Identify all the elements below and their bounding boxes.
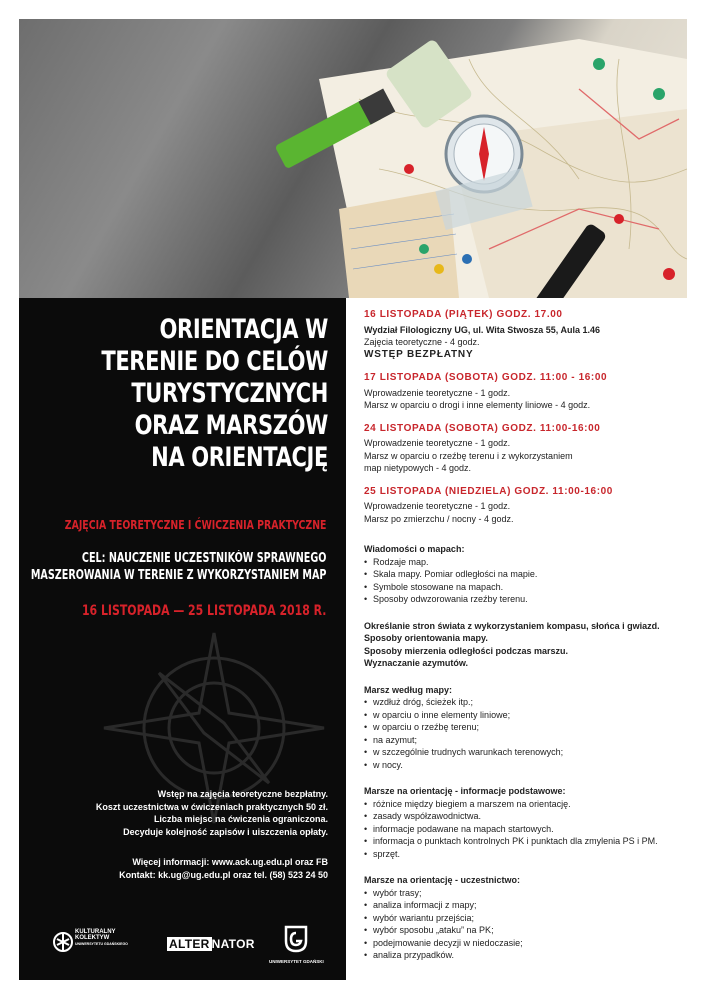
goal-line: CEL: NAUCZENIE UCZESTNIKÓW SPRAWNEGO bbox=[81, 551, 326, 566]
venue: Wydział Filologiczny UG, ul. Wita Stwosza 55, Aula 1.46 bbox=[364, 324, 600, 335]
orientation-line: Określanie stron świata z wykorzystaniem kompasu, słońca i gwiazd. bbox=[364, 620, 660, 631]
schedule-day bbox=[364, 423, 694, 475]
participants-list bbox=[364, 887, 694, 962]
day-line: Wprowadzenie teoretyczne - 1 godz. bbox=[364, 438, 511, 448]
day-line: Zajęcia teoretyczne - 4 godz. bbox=[364, 337, 480, 347]
list-item: • wybór wariantu przejścia; bbox=[364, 912, 694, 925]
header-photo bbox=[19, 19, 687, 298]
list-item: • podejmowanie decyzji w niedoczasie; bbox=[364, 937, 694, 950]
left-info-panel bbox=[19, 298, 346, 980]
date-range: 16 LISTOPADA — 25 LISTOPADA 2018 R. bbox=[81, 603, 326, 619]
knowledge-list bbox=[364, 556, 694, 606]
section-title: Marsz według mapy: bbox=[364, 684, 453, 695]
list-item: • w oparciu o rzeźbę terenu; bbox=[364, 721, 694, 734]
section-title: Marsze na orientację - uczestnictwo: bbox=[364, 875, 521, 885]
list-item: • informacja o punktach kontrolnych PK i punktach dla zmylenia PS i PM. bbox=[364, 835, 694, 848]
kk-text: UNIWERSYTETU GDAŃSKIEGO bbox=[75, 942, 128, 946]
schedule-column bbox=[364, 309, 694, 973]
note-line: Koszt uczestnictwa w ćwiczeniach praktycznych 50 zł. bbox=[95, 801, 328, 812]
kk-text: KULTURALNY bbox=[75, 929, 116, 935]
participation-notes bbox=[28, 788, 328, 838]
schedule-day bbox=[364, 372, 694, 412]
title-line: TURYSTYCZNYCH bbox=[131, 378, 328, 409]
orientation-line: Sposoby mierzenia odległości podczas marszu. bbox=[364, 645, 569, 656]
list-item: • Skala mapy. Pomiar odległości na mapie. bbox=[364, 568, 694, 581]
map-compass-illustration bbox=[19, 19, 687, 298]
orientation-line: Wyznaczanie azymutów. bbox=[364, 658, 469, 668]
list-item: • różnice między biegiem a marszem na orientację. bbox=[364, 798, 694, 811]
participants-section bbox=[364, 874, 694, 962]
kulturalny-kolektyw-logo bbox=[75, 929, 128, 947]
day-heading: 25 LISTOPADA (NIEDZIELA) GODZ. 11:00-16:00 bbox=[364, 485, 613, 497]
alternator-box-text: ALTER bbox=[169, 937, 210, 951]
schedule-day bbox=[364, 486, 694, 526]
note-line: Decyduje kolejność zapisów i uiszczenia opłaty. bbox=[123, 826, 328, 837]
list-item: • zasady współzawodnictwa. bbox=[364, 810, 694, 823]
basics-section bbox=[364, 785, 694, 860]
list-item: • w szczególnie trudnych warunkach terenowych; bbox=[364, 746, 694, 759]
orientation-line: Sposoby orientowania mapy. bbox=[364, 633, 488, 643]
ug-emblem-icon bbox=[282, 925, 310, 953]
title-line: ORIENTACJA W bbox=[159, 314, 328, 345]
free-entry: WSTĘP BEZPŁATNY bbox=[364, 348, 474, 360]
list-item: • analiza informacji z mapy; bbox=[364, 899, 694, 912]
section-title: Wiadomości o mapach: bbox=[364, 544, 465, 554]
sponsor-logos bbox=[19, 923, 346, 973]
title-line: ORAZ MARSZÓW bbox=[134, 410, 328, 441]
list-item: • Rodzaje map. bbox=[364, 556, 694, 569]
day-line: Marsz w oparciu o drogi i inne elementy liniowe - 4 godz. bbox=[364, 400, 591, 410]
list-item: • wybór sposobu „ataku” na PK; bbox=[364, 924, 694, 937]
schedule-day bbox=[364, 309, 694, 361]
march-list bbox=[364, 696, 694, 771]
section-title: Marsze na orientację - informacje podstawowe: bbox=[364, 786, 566, 796]
day-line: Marsz po zmierzchu / nocny - 4 godz. bbox=[364, 513, 514, 524]
list-item: • Sposoby odwzorowania rzeźby terenu. bbox=[364, 593, 694, 606]
kk-emblem-icon bbox=[53, 931, 73, 953]
alternator-logo bbox=[167, 937, 255, 951]
basics-list bbox=[364, 798, 694, 861]
list-item: • wybór trasy; bbox=[364, 887, 694, 900]
ug-logo bbox=[269, 925, 324, 964]
list-item: • na azymut; bbox=[364, 734, 694, 747]
day-heading: 24 LISTOPADA (SOBOTA) GODZ. 11:00-16:00 bbox=[364, 422, 601, 434]
title-line: TERENIE DO CELÓW bbox=[101, 346, 329, 377]
note-line: Wstęp na zajęcia teoretyczne bezpłatny. bbox=[157, 789, 328, 799]
knowledge-section bbox=[364, 543, 694, 606]
list-item: • informacje podawane na mapach startowych. bbox=[364, 823, 694, 836]
contact-info bbox=[119, 856, 328, 881]
kk-text: KOLEKTYW bbox=[75, 935, 110, 941]
day-line: Marsz w oparciu o rzeźbę terenu i z wykorzystaniem bbox=[364, 450, 573, 461]
contact-line: Więcej informacji: www.ack.ug.edu.pl oraz FB bbox=[132, 857, 328, 867]
poster-subtitle: ZAJĘCIA TEORETYCZNE I ĆWICZENIA PRAKTYCZNE bbox=[64, 518, 326, 532]
list-item: • sprzęt. bbox=[364, 848, 694, 861]
list-item: • w oparciu o inne elementy liniowe; bbox=[364, 709, 694, 722]
list-item: • analiza przypadków. bbox=[364, 949, 694, 962]
orientation-section bbox=[364, 620, 694, 670]
day-heading: 17 LISTOPADA (SOBOTA) GODZ. 11:00 - 16:00 bbox=[364, 372, 608, 383]
note-line: Liczba miejsc na ćwiczenia ograniczona. bbox=[153, 814, 328, 824]
list-item: • wzdłuż dróg, ścieżek itp.; bbox=[364, 696, 694, 709]
goal-line: MASZEROWANIA W TERENIE Z WYKORZYSTANIEM MAP bbox=[30, 568, 326, 583]
contact-line: Kontakt: kk.ug@ug.edu.pl oraz tel. (58) 523 24 50 bbox=[119, 869, 328, 880]
title-line: NA ORIENTACJĘ bbox=[151, 442, 328, 473]
ug-text: UNIWERSYTET GDAŃSKI bbox=[269, 959, 324, 964]
day-line: Wprowadzenie teoretyczne - 1 godz. bbox=[364, 387, 511, 398]
poster-goal bbox=[30, 550, 326, 584]
list-item: • w nocy. bbox=[364, 759, 694, 772]
alternator-rest-text: NATOR bbox=[211, 937, 255, 951]
day-heading: 16 LISTOPADA (PIĄTEK) GODZ. 17.00 bbox=[364, 309, 563, 320]
list-item: • Symbole stosowane na mapach. bbox=[364, 581, 694, 594]
march-section bbox=[364, 684, 694, 772]
poster-title bbox=[94, 314, 328, 474]
day-line: map nietypowych - 4 godz. bbox=[364, 463, 472, 473]
day-line: Wprowadzenie teoretyczne - 1 godz. bbox=[364, 501, 511, 511]
